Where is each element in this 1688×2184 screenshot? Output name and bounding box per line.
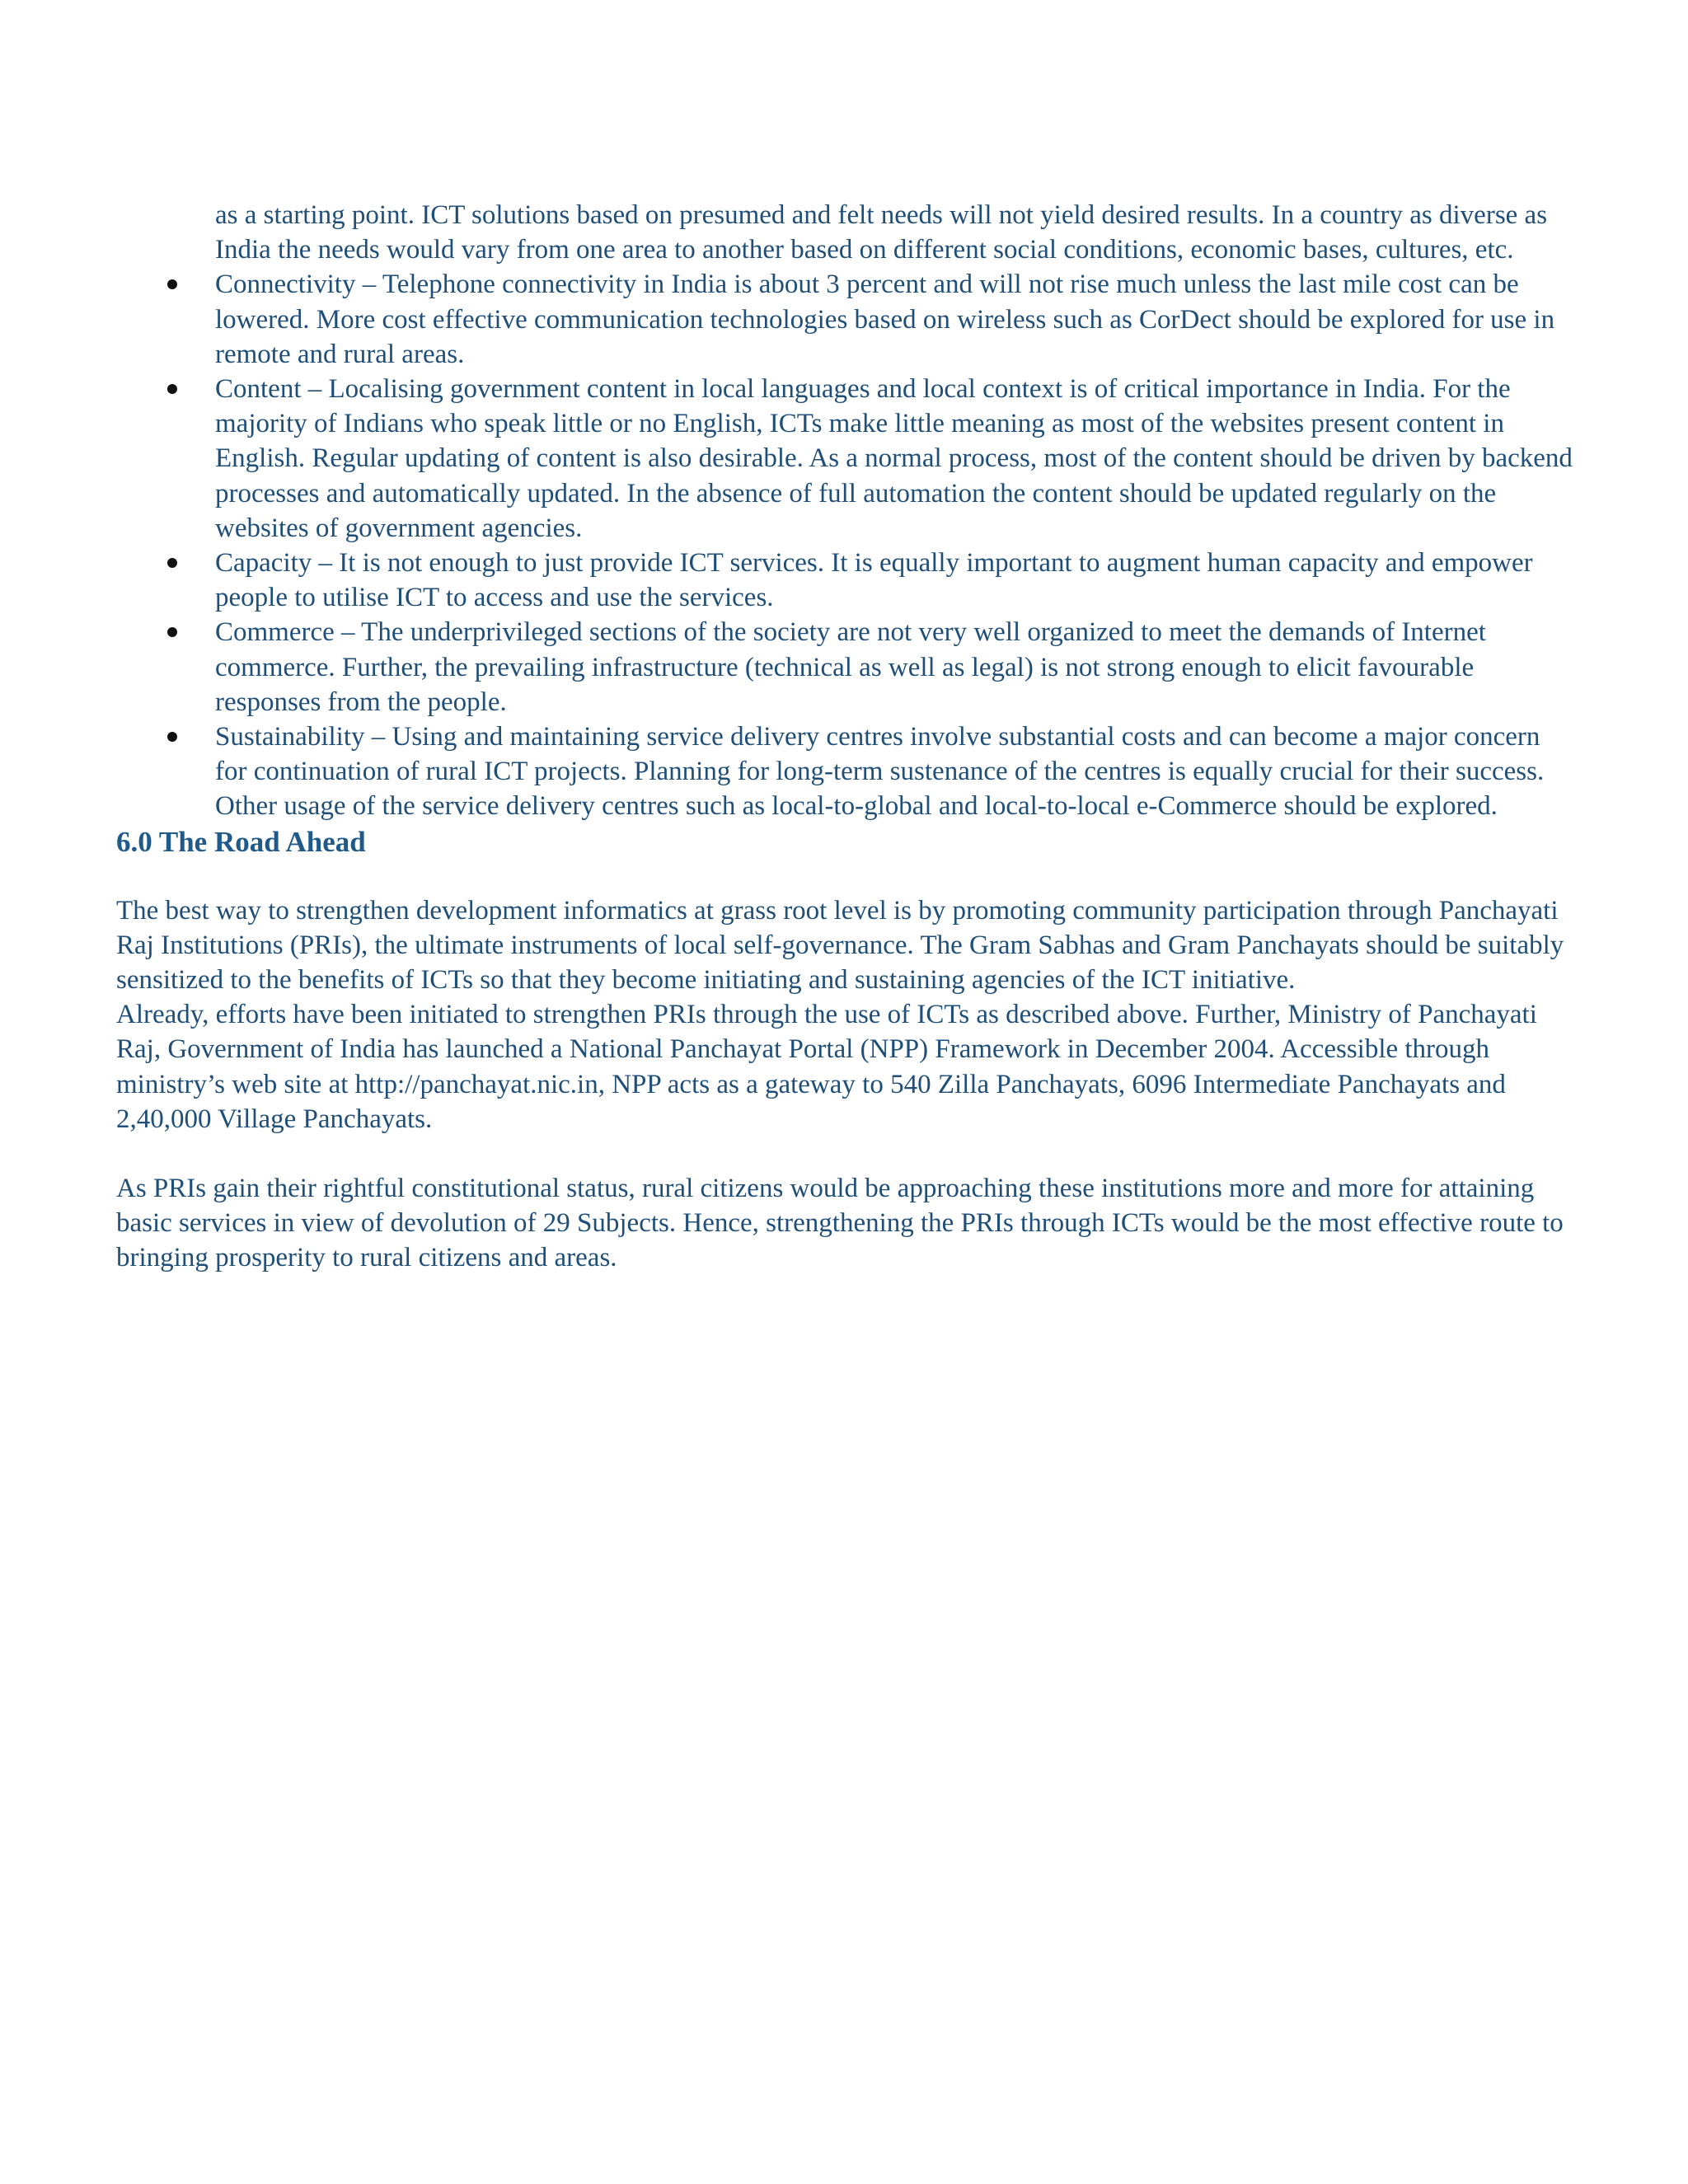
- bullet-list: [116, 267, 1575, 823]
- list-item-text: Content – Localising government content in local languages and local context is of critical importance in India. For the majority of Indians who speak little or no English, ICTs make little meaning as most of the websites present content in English. Regular updating of content is also desirable. As a normal process, most of the content should be driven by backend processes and automatically updated. In the absence of full automation the content should be updated regularly on the websites of government agencies.: [215, 374, 1573, 543]
- list-item-text: Connectivity – Telephone connectivity in India is about 3 percent and will not rise much unless the last mile cost can be lowered. More cost effective communication technologies based on wireless such as CorDect should be explored for use in remote and rural areas.: [215, 269, 1555, 369]
- bullet-icon: [167, 627, 177, 637]
- bullet-icon: [167, 384, 177, 394]
- bullet-icon: [167, 279, 177, 289]
- section-heading: 6.0 The Road Ahead: [116, 825, 366, 858]
- list-item-text: Capacity – It is not enough to just provide ICT services. It is equally important to augment human capacity and empower people to utilise ICT to access and use the services.: [215, 548, 1533, 613]
- paragraph-npp-framework: Already, efforts have been initiated to strengthen PRIs through the use of ICTs as described above. Further, Ministry of Panchayati Raj, Government of India has launched a National Panchayat Portal (NPP) Framework in December 2004. Accessible through ministry’s web site at http://panchayat.nic.in, NPP acts as a gateway to 540 Zilla Panchayats, 6096 Intermediate Panchayats and 2,40,000 Village Panchayats.: [116, 1000, 1537, 1134]
- spacer: [116, 860, 1575, 893]
- list-item-commerce: [116, 615, 1575, 719]
- continued-bullet-text: as a starting point. ICT solutions based on presumed and felt needs will not yield desired results. In a country as diverse as India the needs would vary from one area to another based on different social conditions, economic bases, cultures, etc.: [215, 200, 1548, 265]
- list-item-text: Sustainability – Using and maintaining service delivery centres involve substantial costs and can become a major concern for continuation of rural ICT projects. Planning for long-term sustenance of the centres is equally crucial for their success. Other usage of the service delivery centres such as local-to-global and local-to-local e-Commerce should be explored.: [215, 722, 1545, 822]
- bullet-icon: [167, 558, 177, 568]
- paragraph-community-participation: The best way to strengthen development informatics at grass root level is by promoting community participation through Panchayati Raj Institutions (PRIs), the ultimate instruments of local self-governance. The Gram Sabhas and Gram Panchayats should be suitably sensitized to the benefits of ICTs so that they become initiating and sustaining agencies of the ICT initiative.: [116, 895, 1564, 996]
- list-item-content: [116, 372, 1575, 546]
- bullet-icon: [167, 732, 177, 742]
- document-page: [116, 198, 1575, 1276]
- paragraph-conclusion: As PRIs gain their rightful constitutional status, rural citizens would be approaching these institutions more and more for attaining basic services in view of devolution of 29 Subjects. Hence, strengthening the PRIs through ICTs would be the most effective route to bringing prosperity to rural citizens and areas.: [116, 1174, 1564, 1273]
- list-item-text: Commerce – The underprivileged sections of the society are not very well organized to meet the demands of Internet commerce. Further, the prevailing infrastructure (technical as well as legal) is not strong enough to elicit favourable responses from the people.: [215, 617, 1486, 717]
- list-item-connectivity: [116, 267, 1575, 372]
- spacer: [116, 1137, 1575, 1171]
- list-item-capacity: [116, 546, 1575, 615]
- list-item-sustainability: [116, 719, 1575, 824]
